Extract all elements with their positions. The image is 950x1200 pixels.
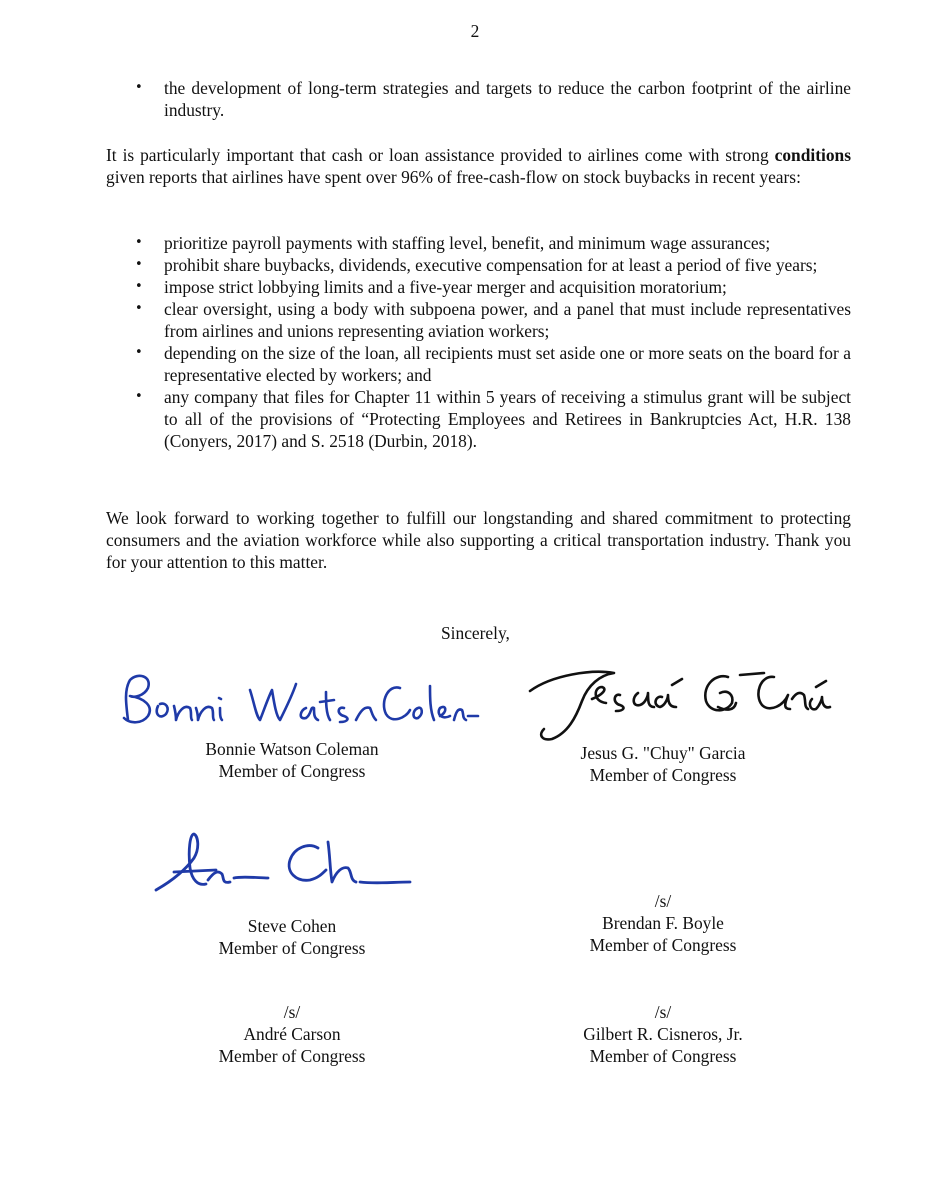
conformed-signature: /s/ [654, 891, 672, 911]
condition-item: • impose strict lobbying limits and a five-year merger and acquisition moratorium; [106, 276, 851, 298]
conditions-text-after: given reports that airlines have spent over 96% of free-cash-flow on stock buybacks in recent years: [106, 167, 801, 187]
signatory-carson [122, 1001, 462, 1067]
condition-item: • prioritize payroll payments with staffing level, benefit, and minimum wage assurances; [106, 232, 851, 254]
signature-cohen-icon [150, 822, 420, 902]
conformed-signature: /s/ [283, 1002, 301, 1022]
condition-item: • any company that files for Chapter 11 within 5 years of receiving a stimulus grant will be subject to all of the provisions of “Protecting Employees and Retirees in Bankruptcies Act, H.R. 138 (Conyers, 2017) and S. 2518 (Durbin, 2018). [106, 386, 851, 452]
signatory-name: Brendan F. Boyle [602, 913, 724, 933]
signatory-coleman [122, 738, 462, 782]
conditions-text-before: It is particularly important that cash or loan assistance provided to airlines come with strong [106, 145, 775, 165]
signature-garcia-icon [522, 655, 842, 745]
conditions-list [106, 232, 851, 452]
conformed-signature: /s/ [654, 1002, 672, 1022]
conditions-bold-word: conditions [774, 145, 851, 165]
closing-salutation: Sincerely, [441, 623, 510, 643]
signatory-cisneros [493, 1001, 833, 1067]
signatory-title: Member of Congress [218, 938, 366, 958]
closing-text: We look forward to working together to fulfill our longstanding and shared commitment to protecting consumers and the aviation workforce while also supporting a critical transportation industry. Thank you for your attention to this matter. [106, 508, 851, 572]
intro-bullet: • the development of long-term strategies and targets to reduce the carbon footprint of the airline industry. [106, 77, 851, 121]
condition-item: • clear oversight, using a body with subpoena power, and a panel that must include representatives from airlines and unions representing aviation workers; [106, 298, 851, 342]
condition-item: • depending on the size of the loan, all recipients must set aside one or more seats on the board for a representative elected by workers; and [106, 342, 851, 386]
closing-paragraph [106, 507, 851, 573]
signatory-cohen [122, 915, 462, 959]
signatory-title: Member of Congress [589, 765, 737, 785]
intro-section [106, 77, 851, 121]
signatory-title: Member of Congress [218, 1046, 366, 1066]
signatory-title: Member of Congress [589, 1046, 737, 1066]
signatory-title: Member of Congress [589, 935, 737, 955]
signature-coleman-icon [100, 662, 480, 742]
signatory-name: André Carson [243, 1024, 341, 1044]
conditions-paragraph [106, 144, 851, 188]
signatory-boyle [493, 890, 833, 956]
signatory-garcia [493, 742, 833, 786]
condition-item: • prohibit share buybacks, dividends, executive compensation for at least a period of five years; [106, 254, 851, 276]
page-number: 2 [470, 21, 480, 41]
signatory-title: Member of Congress [218, 761, 366, 781]
signatory-name: Gilbert R. Cisneros, Jr. [583, 1024, 743, 1044]
signatory-name: Steve Cohen [247, 916, 337, 936]
signatory-name: Jesus G. "Chuy" Garcia [580, 743, 746, 763]
signatory-name: Bonnie Watson Coleman [205, 739, 379, 759]
